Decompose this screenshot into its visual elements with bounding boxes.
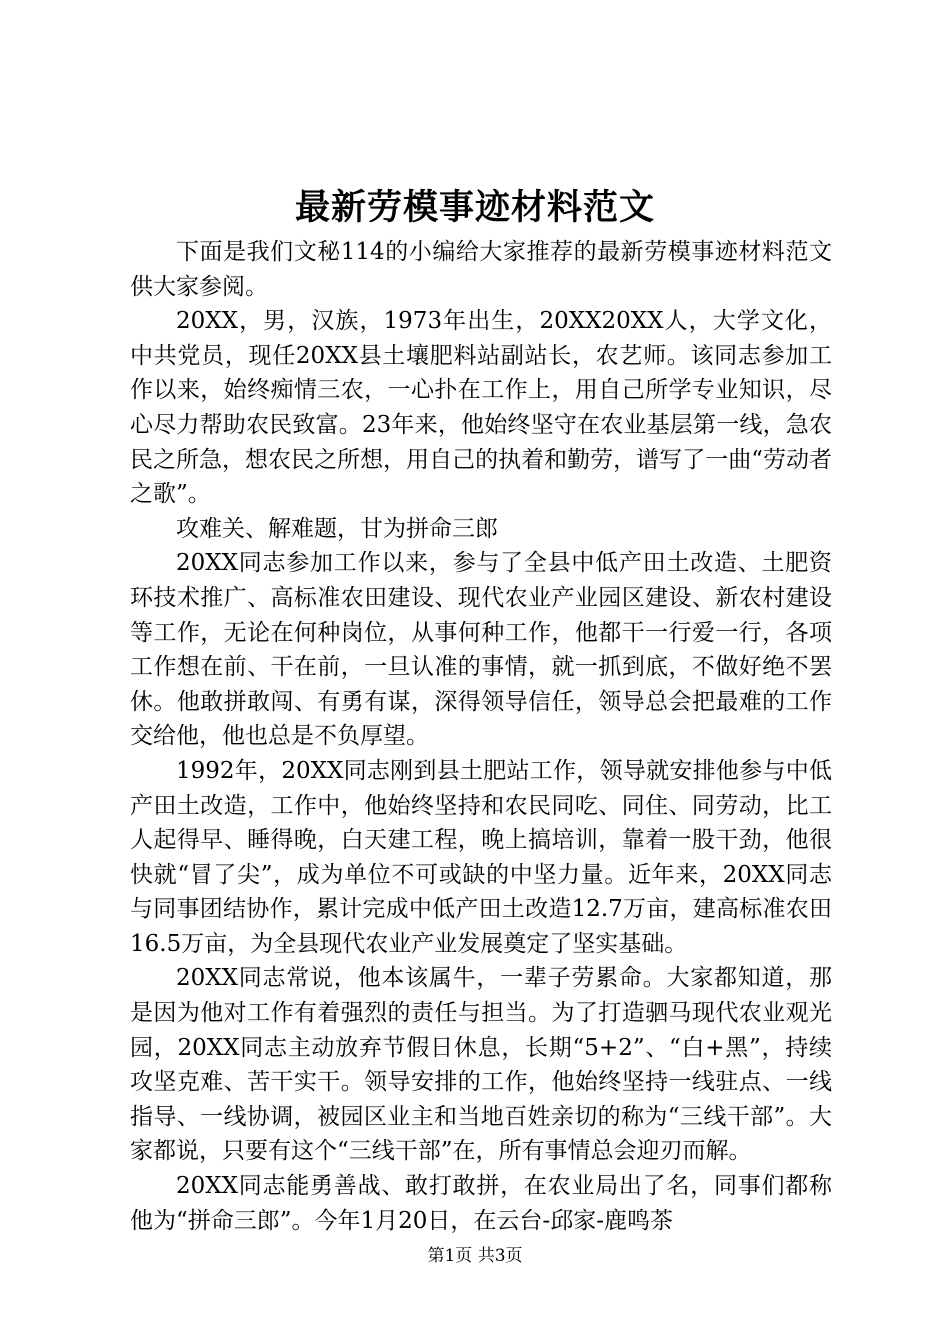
section-heading: 攻难关、解难题，甘为拼命三郎 (176, 515, 498, 542)
paragraph-tenacity: 20XX同志能勇善战、敢打敢拼，在农业局出了名，同事们都称他为“拼命三郎”。今年1月20日，在云台-邱家-鹿鸣茶 (130, 1173, 832, 1234)
paragraph-profile: 20XX，男，汉族，1973年出生，20XX20XX人，大学文化，中共党员，现任20XX县土壤肥料站副站长，农艺师。该同志参加工作以来，始终痴情三农，一心扑在工作上，用自己所学专业知识，尽心尽力帮助农民致富。23年来，他始终坚守在农业基层第一线，急农民之所急，想农民之所想，用自己的执着和勤劳，谱写了一曲“劳动者之歌”。 (130, 308, 832, 508)
paragraph-intro: 下面是我们文秘114的小编给大家推荐的最新劳模事迹材料范文供大家参阅。 (130, 239, 832, 300)
paragraph-responsibility: 20XX同志常说，他本该属牛，一辈子劳累命。大家都知道，那是因为他对工作有着强烈的责任与担当。为了打造驷马现代农业观光园，20XX同志主动放弃节假日休息，长期“5+2”、“白+黑”，持续攻坚克难、苦干实干。领导安排的工作，他始终坚持一线驻点、一线指导、一线协调，被园区业主和当地百姓亲切的称为“三线干部”。大家都说，只要有这个“三线干部”在，所有事情总会迎刃而解。 (130, 965, 832, 1165)
paragraph-1992: 1992年，20XX同志刚到县土肥站工作，领导就安排他参与中低产田土改造，工作中，他始终坚持和农民同吃、同住、同劳动，比工人起得早、睡得晚，白天建工程，晚上搞培训，靠着一股干劲，他很快就“冒了尖”，成为单位不可或缺的中坚力量。近年来，20XX同志与同事团结协作，累计完成中低产田土改造12.7万亩，建高标准农田16.5万亩，为全县现代农业产业发展奠定了坚实基础。 (130, 757, 832, 957)
paragraph-work: 20XX同志参加工作以来，参与了全县中低产田土改造、土肥资环技术推广、高标准农田建设、现代农业产业园区建设、新农村建设等工作，无论在何种岗位，从事何种工作，他都干一行爱一行，各项工作想在前、干在前，一旦认准的事情，就一抓到底，不做好绝不罢休。他敢拼敢闯、有勇有谋，深得领导信任，领导总会把最难的工作交给他，他也总是不负厚望。 (130, 550, 832, 750)
page-footer: 第1页 共3页 (427, 1246, 523, 1266)
document-title: 最新劳模事迹材料范文 (294, 187, 655, 228)
document-body (130, 235, 832, 1238)
